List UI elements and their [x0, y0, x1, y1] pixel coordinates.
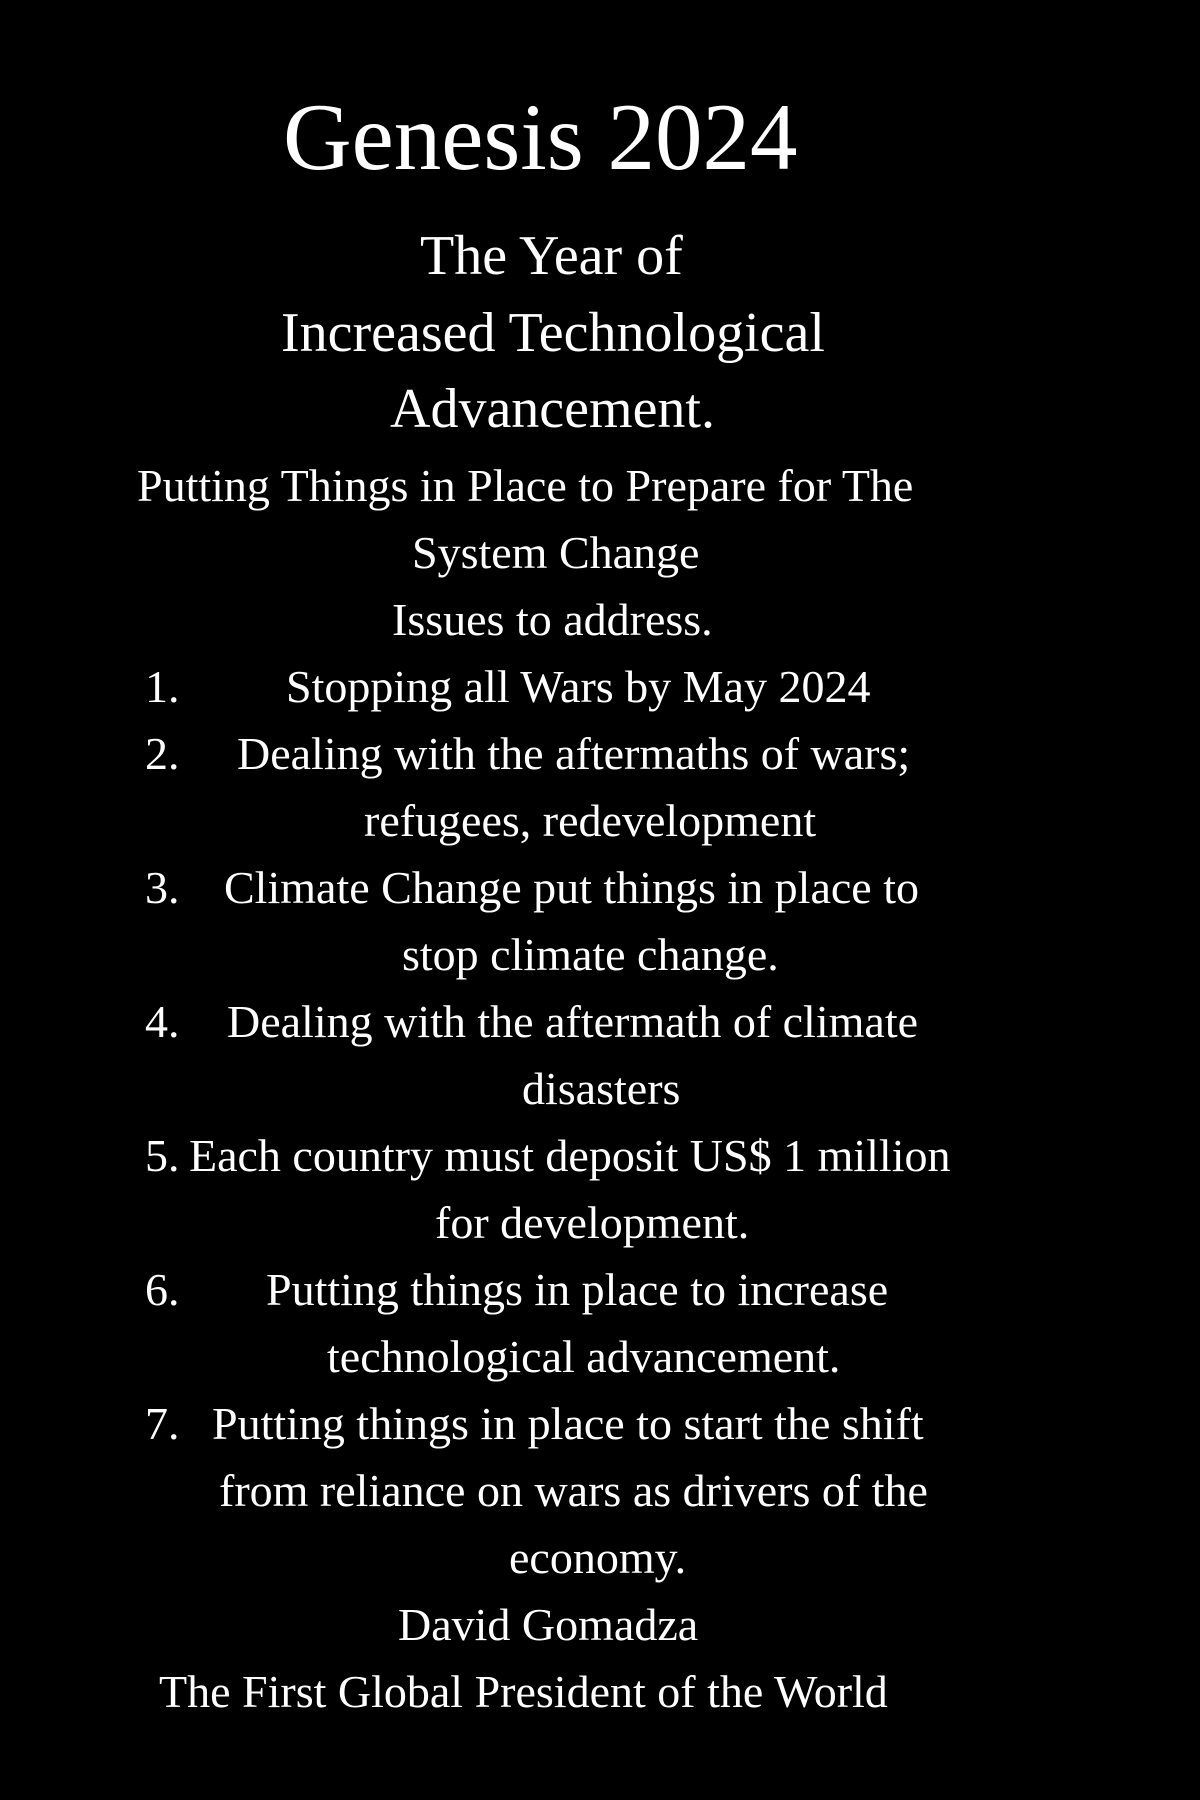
- list-item-text: Climate Change put things in place to: [224, 862, 919, 913]
- list-item-number: 2.: [145, 728, 180, 779]
- list-item-continuation: economy.: [509, 1532, 687, 1583]
- list-item-number: 4.: [145, 996, 180, 1047]
- list-item-continuation: from reliance on wars as drivers of the: [219, 1465, 928, 1516]
- subtitle-line-2: Increased Technological: [281, 302, 825, 364]
- intro-line-1: Putting Things in Place to Prepare for The: [137, 460, 914, 511]
- list-item-number: 3.: [145, 862, 180, 913]
- list-item-text: Dealing with the aftermath of climate: [227, 996, 919, 1047]
- list-item-number: 6.: [145, 1264, 180, 1315]
- signature-title: The First Global President of the World: [159, 1666, 888, 1717]
- intro-line-2: System Change: [412, 527, 700, 578]
- document-title: Genesis 2024: [283, 84, 798, 190]
- list-item-text: Dealing with the aftermaths of wars;: [237, 728, 911, 779]
- list-item-number: 7.: [145, 1398, 180, 1449]
- subtitle-line-3: Advancement.: [390, 378, 715, 440]
- list-item-continuation: disasters: [522, 1063, 681, 1114]
- list-item-text: Putting things in place to start the shift: [212, 1398, 924, 1449]
- list-item-continuation: stop climate change.: [402, 929, 779, 980]
- list-item-continuation: technological advancement.: [327, 1331, 841, 1382]
- list-item-text: Each country must deposit US$ 1 million: [189, 1130, 951, 1181]
- list-item-text: Stopping all Wars by May 2024: [286, 661, 871, 712]
- issues-heading: Issues to address.: [392, 594, 713, 645]
- list-item-text: Putting things in place to increase: [266, 1264, 889, 1315]
- list-item-number: 1.: [145, 661, 180, 712]
- signature-name: David Gomadza: [398, 1599, 699, 1650]
- list-item-number: 5.: [145, 1130, 180, 1181]
- list-item-continuation: for development.: [435, 1197, 750, 1248]
- subtitle-line-1: The Year of: [420, 225, 683, 287]
- list-item-continuation: refugees, redevelopment: [364, 795, 817, 846]
